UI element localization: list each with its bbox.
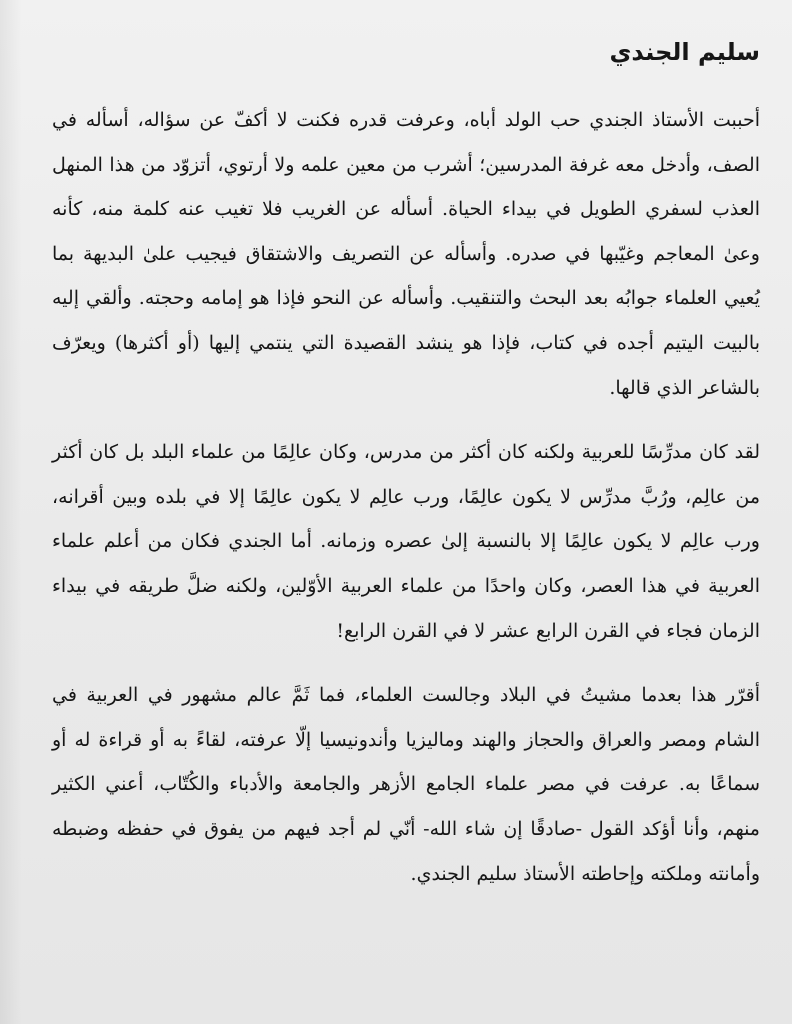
page-edge-shadow bbox=[0, 0, 22, 1024]
paragraph-1 bbox=[52, 98, 760, 410]
paragraph-1-text: أحببت الأستاذ الجندي حب الولد أباه، وعرفت قدره فكنت لا أكفّ عن سؤاله، أسأله في الصف، وأدخل معه غرفة المدرسين؛ أشرب من معين علمه ولا أرتوي، أتزوّد من هذا المنهل العذب لسفري الطويل في بيداء الحياة. أسأله عن الغريب فلا تغيب عنه كلمة منه، كأنه وعىٰ المعاجم وغيّبها في صدره. وأسأله عن التصريف والاشتقاق فيجيب علىٰ البديهة بما يُعيي العلماء جوابُه بعد البحث والتنقيب. وأسأله عن النحو فإذا هو إمامه وحجته. وألقي إليه بالبيت اليتيم أجده في كتاب، فإذا هو ينشد القصيدة التي ينتمي إليها (أو أكثرها) ويعرّف بالشاعر الذي قالها. bbox=[52, 109, 760, 399]
chapter-title: سليم الجندي bbox=[609, 38, 760, 66]
paragraph-2-text: لقد كان مدرِّسًا للعربية ولكنه كان أكثر من مدرس، وكان عالِمًا من علماء البلد بل كان أكثر من عالِم، ورُبَّ مدرِّس لا يكون عالِمًا، ورب عالِم لا يكون عالِمًا إلا في بلده وبين أقرانه، ورب عالِم لا يكون عالِمًا إلا بالنسبة إلىٰ عصره وزمانه. أما الجندي فكان من أعلم علماء العربية في هذا العصر، وكان واحدًا من علماء العربية الأوّلين، ولكنه ضلَّ طريقه في بيداء الزمان فجاء في القرن الرابع عشر لا في القرن الرابع! bbox=[52, 441, 760, 642]
paragraph-3-text: أقرّر هذا بعدما مشيتُ في البلاد وجالست العلماء، فما ثَمَّ عالم مشهور في العربية في الشام ومصر والعراق والحجاز والهند وماليزيا وأندونيسيا إلّا عرفته، لقاءً به أو قراءة له أو سماعًا به. عرفت في مصر علماء الجامع الأزهر والجامعة والأدباء والكُتّاب، أعني الكثير منهم، وأنا أؤكد القول -صادقًا إن شاء الله- أنّي لم أجد فيهم من يفوق في حفظه وضبطه وأمانته وملكته وإحاطته الأستاذ سليم الجندي. bbox=[52, 684, 760, 885]
paragraph-2 bbox=[52, 430, 760, 653]
paragraph-3 bbox=[52, 673, 760, 896]
page-text-block bbox=[52, 40, 760, 896]
